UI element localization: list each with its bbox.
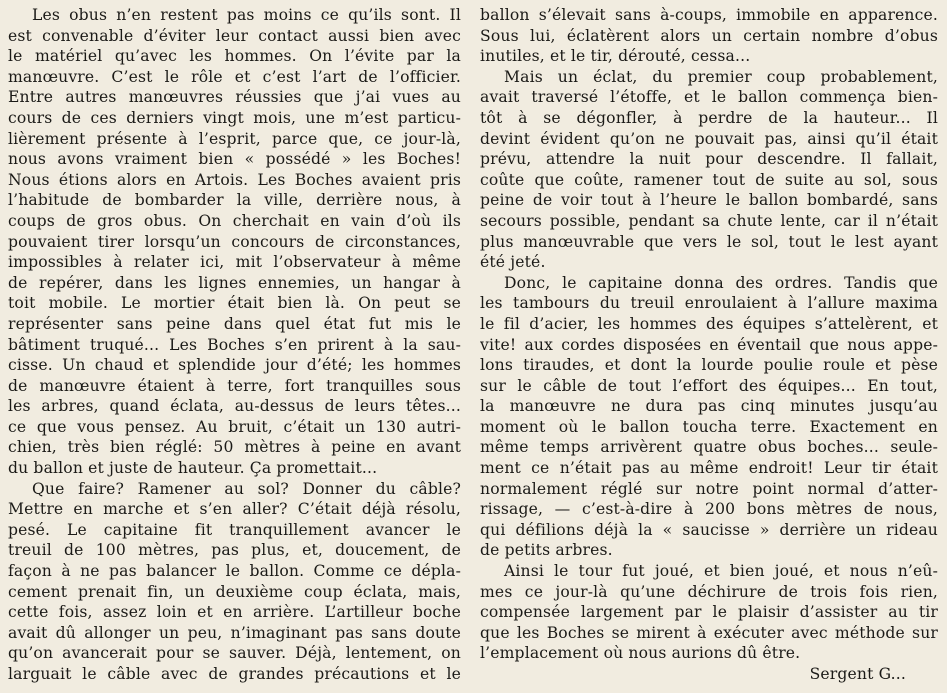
- text-line: sur le câble de tout l’effort des équipes... En tout,: [480, 376, 938, 395]
- text-line: cours de ces derniers vingt mois, une m’est particu-: [8, 108, 461, 127]
- text-line: les tambours du treuil enroulaient à l’allure maxima: [480, 294, 938, 313]
- text-line: Sous lui, éclatèrent alors un certain nombre d’obus: [480, 26, 938, 45]
- text-line: secours possible, pendant sa chute lente, car il n’était: [480, 211, 938, 230]
- text-line: vite! aux cordes disposées en éventail que nous appe-: [480, 335, 938, 354]
- text-line: de petits arbres.: [480, 541, 613, 560]
- text-line: devint évident qu’on ne pouvait pas, ainsi qu’il était: [480, 129, 938, 148]
- text-line: tôt à se dégonfler, à perdre de la hauteur... Il: [480, 108, 938, 127]
- text-line: rissage, — c’est-à-dire à 200 bons mètres de nous,: [480, 500, 938, 519]
- text-line: Nous étions alors en Artois. Les Boches avaient pris: [8, 170, 461, 189]
- text-line: pesé. Le capitaine fit tranquillement avancer le: [8, 520, 461, 539]
- text-line: est convenable d’éviter leur contact aussi bien avec: [8, 26, 461, 45]
- text-line: compensée largement par le plaisir d’assister au tir: [480, 603, 938, 622]
- text-line: Que faire? Ramener au sol? Donner du câble?: [32, 479, 461, 498]
- text-line: cette fois, assez loin et en arrière. L’artilleur boche: [8, 603, 461, 622]
- text-line: lons tiraudes, et dont la lourde poulie roule et pèse: [480, 356, 938, 375]
- text-line: ment ce n’était pas au même endroit! Leur tir était: [480, 459, 938, 478]
- text-line: Entre autres manœuvres réussies que j’ai vues au: [8, 88, 461, 107]
- text-line: avait traversé l’étoffe, et le ballon commença bien-: [480, 88, 938, 107]
- text-line: plus manœuvrable que vers le sol, tout le lest ayant: [480, 232, 938, 251]
- text-line: du ballon et juste de hauteur. Ça promettait...: [8, 459, 378, 478]
- text-line: de manœuvre étaient à terre, fort tranquilles sous: [8, 376, 461, 395]
- text-line: larguait le câble avec de grandes précautions et le: [8, 665, 461, 683]
- text-line: nous avons vraiment bien « possédé » les Boches!: [8, 150, 461, 169]
- text-line: coûte que coûte, ramener tout de suite au sol, sous: [480, 170, 938, 189]
- text-line: prévu, attendre la nuit pour descendre. Il fallait,: [480, 150, 938, 169]
- text-line: cement prenait fin, un deuxième coup éclata, mais,: [8, 582, 461, 601]
- text-line: Les obus n’en restent pas moins ce qu’ils sont. Il: [32, 6, 461, 24]
- text-line: l’habitude de bombarder la ville, derrière nous, à: [8, 191, 461, 210]
- text-line: ce que vous pensez. Au bruit, c’était un 130 autri-: [8, 417, 461, 436]
- text-line: impossibles à relater ici, mit l’observateur à même: [8, 253, 461, 272]
- text-line: peine de voir tout à l’heure le ballon bombardé, sans: [480, 191, 938, 210]
- text-line: la manœuvre ne dura pas cinq minutes jusqu’au: [480, 397, 938, 416]
- text-line: qui défilions déjà la « saucisse » derrière un rideau: [480, 520, 938, 539]
- text-line: moment où le ballon toucha terre. Exactement en: [480, 417, 938, 436]
- text-line: Mais un éclat, du premier coup probablement,: [504, 67, 938, 86]
- text-line: treuil de 100 mètres, pas plus, et, doucement, de: [8, 541, 461, 560]
- text-line: coups de gros obus. On cherchait en vain d’où ils: [8, 211, 461, 230]
- text-line: toit mobile. Le mortier était bien là. On peut se: [8, 294, 461, 313]
- text-line: lièrement présente à l’esprit, parce que, ce jour-là,: [8, 129, 461, 148]
- text-line: le fil d’acier, les hommes des équipes s’attelèrent, et: [480, 314, 938, 333]
- text-column-right: [480, 5, 938, 685]
- text-line: avait dû allonger un peu, n’imaginant pas sans doute: [8, 623, 461, 642]
- text-line: mes ce jour-là qu’une déchirure de trois fois rien,: [480, 582, 938, 601]
- text-line: été jeté.: [480, 253, 546, 272]
- text-line: les arbres, quand éclata, au-dessus de leurs têtes...: [8, 397, 461, 416]
- text-line: qu’on avancerait pour se sauver. Déjà, lentement, on: [8, 644, 461, 663]
- text-line: pouvaient tirer lorsqu’un concours de circonstances,: [8, 232, 461, 251]
- text-line: Ainsi le tour fut joué, et bien joué, et nous n’eû-: [504, 562, 938, 581]
- text-line: Donc, le capitaine donna des ordres. Tandis que: [504, 273, 938, 292]
- text-line: de repérer, dans les lignes ennemies, un hangar à: [8, 273, 461, 292]
- text-line: chien, très bien réglé: 50 mètres à peine en avant: [8, 438, 461, 457]
- text-line: le matériel qu’avec les hommes. On l’évite par la: [8, 47, 461, 66]
- text-column-right-body: [480, 5, 938, 664]
- author-signature: Sergent G...: [809, 665, 906, 683]
- text-line: que les Boches se mirent à exécuter avec méthode sur: [480, 623, 938, 642]
- text-line: inutiles, et le tir, dérouté, cessa...: [480, 47, 751, 66]
- text-line: normalement réglé sur notre point normal d’atter-: [480, 479, 938, 498]
- text-line: l’emplacement où nous aurions dû être.: [480, 644, 801, 663]
- text-line: bâtiment truqué... Les Boches s’en prirent à la sau-: [8, 335, 461, 354]
- text-line: représenter sans peine dans quel état fut mis le: [8, 314, 461, 333]
- text-line: façon à ne pas balancer le ballon. Comme ce dépla-: [8, 562, 461, 581]
- text-line: manœuvre. C’est le rôle et c’est l’art de l’officier.: [8, 67, 461, 86]
- text-line: Mettre en marche et s’en aller? C’était déjà résolu,: [8, 500, 461, 519]
- text-column-left: [8, 5, 461, 685]
- text-line: même temps arrivèrent quatre obus boches... seule-: [480, 438, 938, 457]
- text-line: cisse. Un chaud et splendide jour d’été; les hommes: [8, 356, 461, 375]
- text-line: ballon s’élevait sans à-coups, immobile en apparence.: [480, 6, 938, 24]
